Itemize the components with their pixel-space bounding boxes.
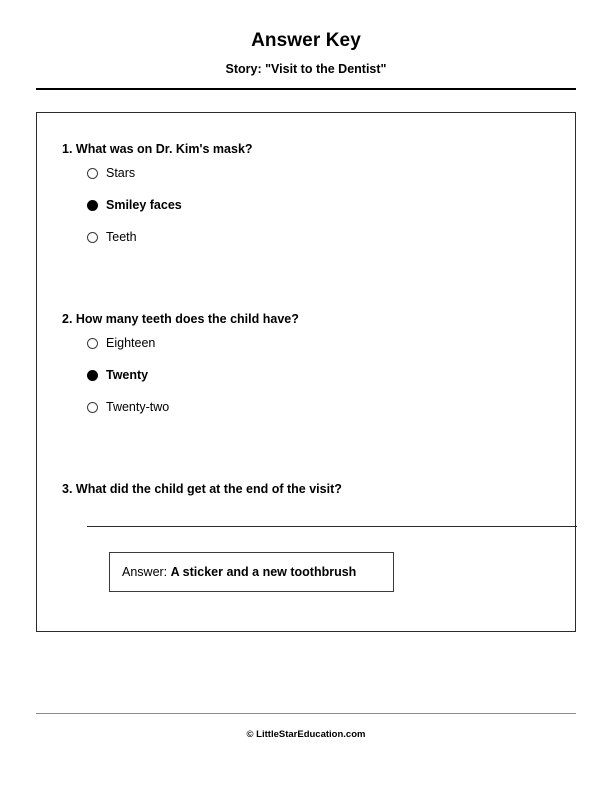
footer-credit: © LittleStarEducation.com — [246, 729, 366, 740]
radio-selected-icon[interactable] — [87, 370, 98, 381]
option-label: Twenty-two — [106, 400, 170, 414]
radio-unselected-icon[interactable] — [87, 168, 98, 179]
questions-panel — [36, 112, 576, 632]
option-label: Twenty — [106, 368, 149, 382]
radio-selected-icon[interactable] — [87, 200, 98, 211]
question-text-1: 1. What was on Dr. Kim's mask? — [62, 142, 253, 156]
response-writing-line[interactable] — [87, 526, 577, 527]
option-row[interactable] — [87, 359, 554, 391]
option-label: Teeth — [106, 230, 137, 244]
radio-unselected-icon[interactable] — [87, 402, 98, 413]
question-block-1 — [62, 141, 554, 253]
radio-unselected-icon[interactable] — [87, 338, 98, 349]
option-label: Stars — [106, 166, 136, 180]
question-block-2 — [62, 311, 554, 423]
option-row[interactable] — [87, 221, 554, 253]
option-label: Eighteen — [106, 336, 156, 350]
option-label: Smiley faces — [106, 198, 182, 212]
question-text-3: 3. What did the child get at the end of the visit? — [62, 482, 342, 496]
option-row[interactable] — [87, 327, 554, 359]
option-list-2 — [62, 327, 554, 423]
answer-value: A sticker and a new toothbrush — [170, 565, 357, 579]
question-block-3 — [62, 481, 554, 579]
option-row[interactable] — [87, 189, 554, 221]
answer-box — [109, 552, 394, 592]
radio-unselected-icon[interactable] — [87, 232, 98, 243]
footer-divider — [36, 713, 576, 714]
question-text-2: 2. How many teeth does the child have? — [62, 312, 299, 326]
header-divider — [36, 88, 576, 90]
option-list-1 — [62, 157, 554, 253]
option-row[interactable] — [87, 391, 554, 423]
story-subtitle: Story: "Visit to the Dentist" — [225, 61, 387, 76]
answer-box-content — [110, 565, 356, 579]
page-title: Answer Key — [251, 30, 361, 51]
answer-label: Answer: — [122, 565, 171, 579]
option-row[interactable] — [87, 157, 554, 189]
document-header — [36, 30, 576, 77]
